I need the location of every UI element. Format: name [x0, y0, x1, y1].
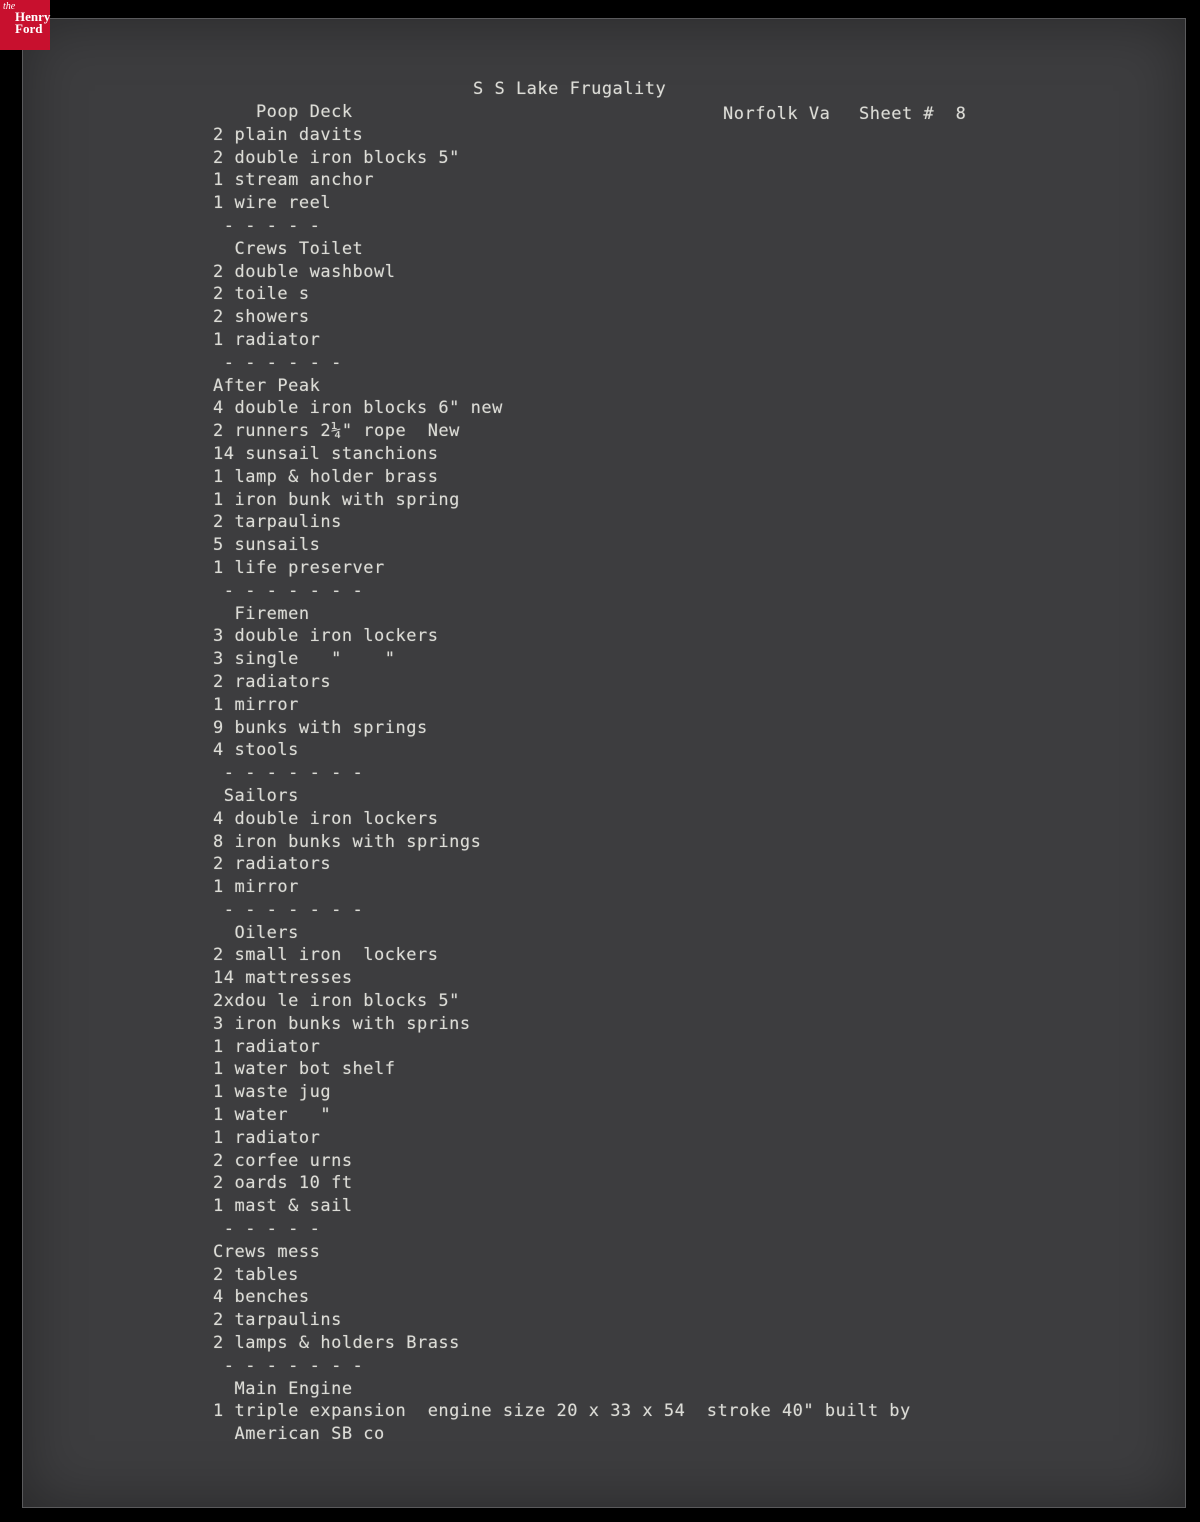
- inventory-line: 2 runners 2¼" rope New: [213, 421, 460, 442]
- inventory-line: - - - - -: [213, 1219, 321, 1240]
- inventory-line: 1 water bot shelf: [213, 1059, 396, 1080]
- inventory-line: - - - - - - -: [213, 763, 364, 784]
- inventory-line: 2 tarpaulins: [213, 1310, 342, 1331]
- inventory-line: 8 iron bunks with springs: [213, 831, 482, 852]
- inventory-line: Main Engine: [213, 1378, 353, 1399]
- inventory-line: - - - - -: [213, 215, 321, 236]
- inventory-line: 1 stream anchor: [213, 170, 375, 191]
- location-label: Norfolk Va: [723, 104, 831, 124]
- inventory-line: Poop Deck: [213, 102, 353, 122]
- inventory-line: 1 mirror: [213, 877, 299, 898]
- inventory-line: 2 small iron lockers: [213, 945, 439, 966]
- inventory-line: 1 radiator: [213, 329, 321, 350]
- inventory-line: 1 life preserver: [213, 557, 385, 578]
- inventory-list: [213, 101, 911, 1446]
- inventory-line: 1 iron bunk with spring: [213, 489, 460, 510]
- henry-ford-logo: [0, 0, 50, 50]
- inventory-line: 2 tables: [213, 1264, 299, 1285]
- inventory-line: 1 mast & sail: [213, 1196, 353, 1217]
- inventory-line: 1 wire reel: [213, 193, 332, 214]
- inventory-line: American SB co: [213, 1424, 385, 1445]
- inventory-line: 14 mattresses: [213, 968, 353, 989]
- inventory-line: 4 stools: [213, 740, 299, 761]
- inventory-line: After Peak: [213, 375, 321, 396]
- inventory-line: 1 lamp & holder brass: [213, 466, 439, 487]
- logo-henry: Henry: [15, 9, 51, 24]
- inventory-line: 2 tarpaulins: [213, 512, 342, 533]
- inventory-line: 2 double washbowl: [213, 261, 396, 282]
- inventory-line: - - - - - - -: [213, 1355, 364, 1376]
- inventory-line: Firemen: [213, 603, 310, 624]
- inventory-line: 2 showers: [213, 307, 310, 328]
- inventory-line: 2 oards 10 ft: [213, 1173, 353, 1194]
- inventory-line: 5 sunsails: [213, 535, 321, 556]
- inventory-line: 1 radiator: [213, 1036, 321, 1057]
- inventory-line: Crews mess: [213, 1241, 321, 1262]
- sheet-number: Sheet # 8: [859, 104, 967, 124]
- inventory-line: 1 triple expansion engine size 20 x 33 x 54 stroke 40" built by: [213, 1401, 911, 1422]
- inventory-line: Oilers: [213, 922, 299, 943]
- inventory-line: 3 double iron lockers: [213, 626, 439, 647]
- inventory-line: 2xdou le iron blocks 5": [213, 991, 460, 1012]
- ship-title: S S Lake Frugality: [473, 79, 667, 99]
- inventory-line: 2 corfee urns: [213, 1150, 353, 1171]
- inventory-line: 2 radiators: [213, 854, 332, 875]
- inventory-line: 9 bunks with springs: [213, 717, 428, 738]
- inventory-line: 4 benches: [213, 1287, 310, 1308]
- inventory-line: 2 double iron blocks 5": [213, 147, 460, 168]
- inventory-line: 1 waste jug: [213, 1082, 332, 1103]
- inventory-line: - - - - - - -: [213, 580, 364, 601]
- inventory-line: 3 single " ": [213, 649, 396, 670]
- inventory-line: 1 mirror: [213, 694, 299, 715]
- inventory-line: 3 iron bunks with sprins: [213, 1013, 471, 1034]
- logo-ford: Ford: [15, 21, 43, 36]
- inventory-line: - - - - - -: [213, 352, 342, 373]
- inventory-line: 4 double iron blocks 6" new: [213, 398, 503, 419]
- inventory-line: 14 sunsail stanchions: [213, 443, 439, 464]
- inventory-line: 2 lamps & holders Brass: [213, 1333, 460, 1354]
- inventory-line: Crews Toilet: [213, 238, 364, 259]
- logo-the: the: [3, 1, 16, 12]
- document-sheet: [22, 18, 1186, 1508]
- inventory-line: 4 double iron lockers: [213, 808, 439, 829]
- inventory-line: 2 radiators: [213, 671, 332, 692]
- inventory-line: 1 radiator: [213, 1127, 321, 1148]
- inventory-line: Sailors: [213, 785, 299, 806]
- inventory-line: 2 toile s: [213, 284, 310, 305]
- inventory-line: - - - - - - -: [213, 899, 364, 920]
- inventory-line: 1 water ": [213, 1105, 332, 1126]
- inventory-line: 2 plain davits: [213, 124, 364, 145]
